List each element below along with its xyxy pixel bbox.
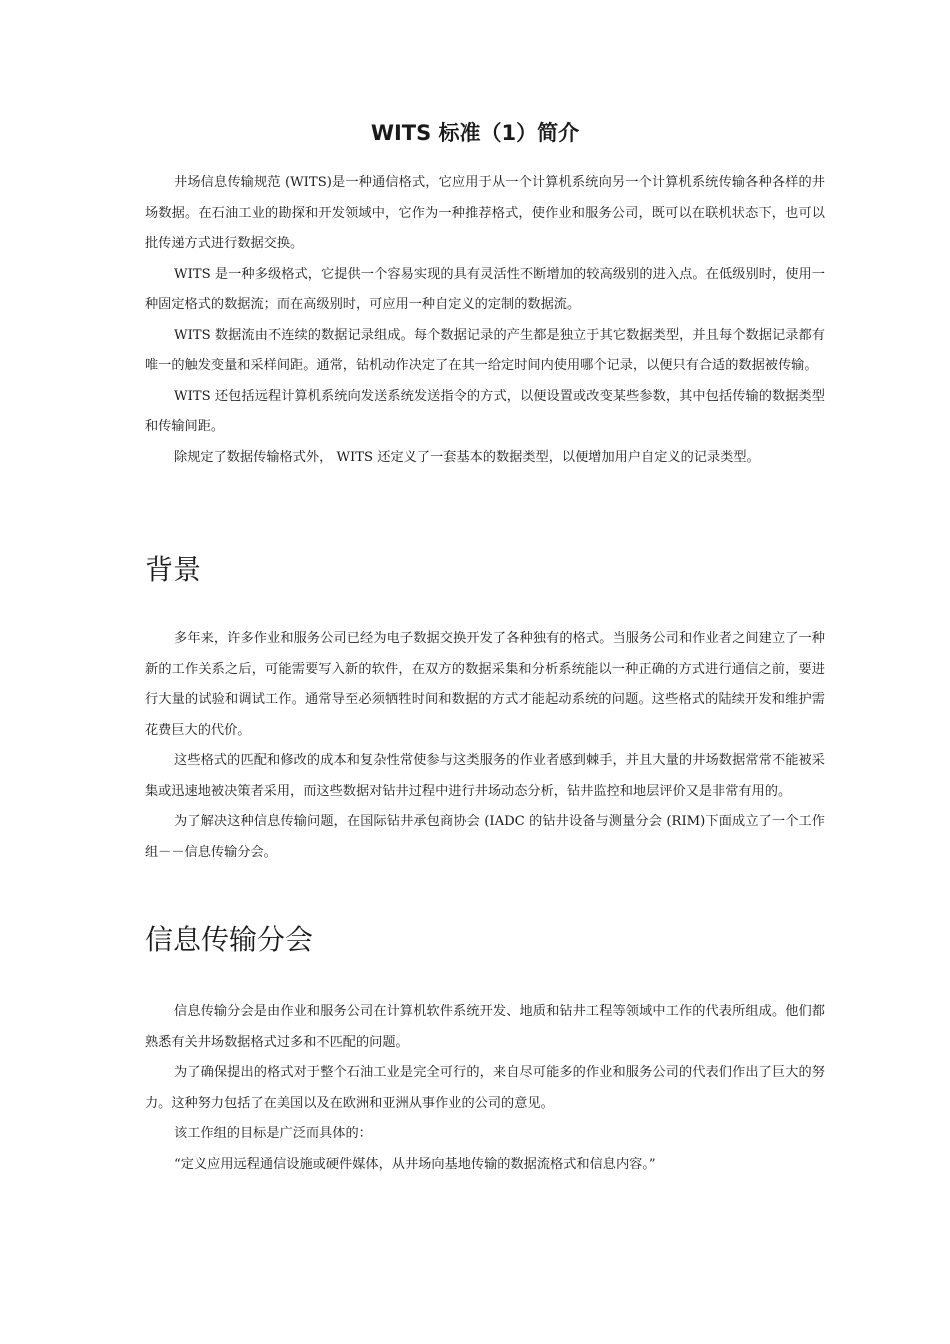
subcommittee-paragraph-1: 信息传输分会是由作业和服务公司在计算机软件系统开发、地质和钻井工程等领域中工作的代表所组成。他们都熟悉有关井场数据格式过多和不匹配的问题。 (145, 1004, 825, 1050)
background-paragraph-1: 多年来，许多作业和服务公司已经为电子数据交换开发了各种独有的格式。当服务公司和作业者之间建立了一种新的工作关系之后，可能需要写入新的软件，在双方的数据采集和分析系统能以一种正确的方式进行通信之前，要进行大量的试验和调试工作。通常导至必须牺牲时间和数据的方式才能起动系统的问题。这些格式的陆续开发和维护需花费巨大的代价。 (145, 631, 825, 738)
subcommittee-heading: 信息传输分会 (145, 923, 314, 956)
intro-paragraph-5: 除规定了数据传输格式外， WITS 还定义了一套基本的数据类型，以便增加用户自定义的记录类型。 (174, 449, 760, 465)
background-paragraph-2: 这些格式的匹配和修改的成本和复杂性常使参与这类服务的作业者感到棘手，并且大量的井场数据常常不能被采集或迅速地被决策者采用，而这些数据对钻井过程中进行井场动态分析，钻井监控和地层评价又是非常有用的。 (145, 753, 825, 799)
subcommittee-goal-quote: “定义应用远程通信设施或硬件媒体，从井场向基地传输的数据流格式和信息内容。” (174, 1156, 656, 1172)
subcommittee-paragraph-3: 该工作组的目标是广泛而具体的： (174, 1126, 372, 1141)
subcommittee-paragraph-2: 为了确保提出的格式对于整个石油工业是完全可行的，来自尽可能多的作业和服务公司的代表们作出了巨大的努力。这种努力包括了在美国以及在欧洲和亚洲从事作业的公司的意见。 (145, 1065, 825, 1111)
intro-paragraph-3: WITS 数据流由不连续的数据记录组成。每个数据记录的产生都是独立于其它数据类型，并且每个数据记录都有唯一的触发变量和采样间距。通常，钻机动作决定了在其一给定时间内使用哪个记录，以便只有合适的数据被传输。 (145, 327, 825, 373)
intro-paragraph-1: 井场信息传输规范 (WITS)是一种通信格式，它应用于从一个计算机系统向另一个计算机系统传输各种各样的井场数据。在石油工业的勘探和开发领域中，它作为一种推荐格式，使作业和服务公司，既可以在联机状态下，也可以批传递方式进行数据交换。 (145, 175, 825, 251)
document-title: WITS 标准（1）简介 (370, 121, 580, 145)
subcommittee-section (145, 997, 825, 1180)
background-section (145, 624, 825, 868)
background-paragraph-3: 为了解决这种信息传输问题，在国际钻井承包商协会 (IADC 的钻井设备与测量分会 (RIM)下面成立了一个工作组－－信息传输分会。 (145, 814, 825, 860)
background-heading: 背景 (145, 553, 202, 586)
intro-paragraph-2: WITS 是一种多级格式，它提供一个容易实现的具有灵活性不断增加的较高级别的进入点。在低级别时，使用一种固定格式的数据流；而在高级别时，可应用一种自定义的定制的数据流。 (145, 266, 825, 312)
intro-paragraph-4: WITS 还包括远程计算机系统向发送系统发送指令的方式，以便设置或改变某些参数，其中包括传输的数据类型和传输间距。 (145, 388, 825, 434)
intro-section (145, 168, 825, 473)
